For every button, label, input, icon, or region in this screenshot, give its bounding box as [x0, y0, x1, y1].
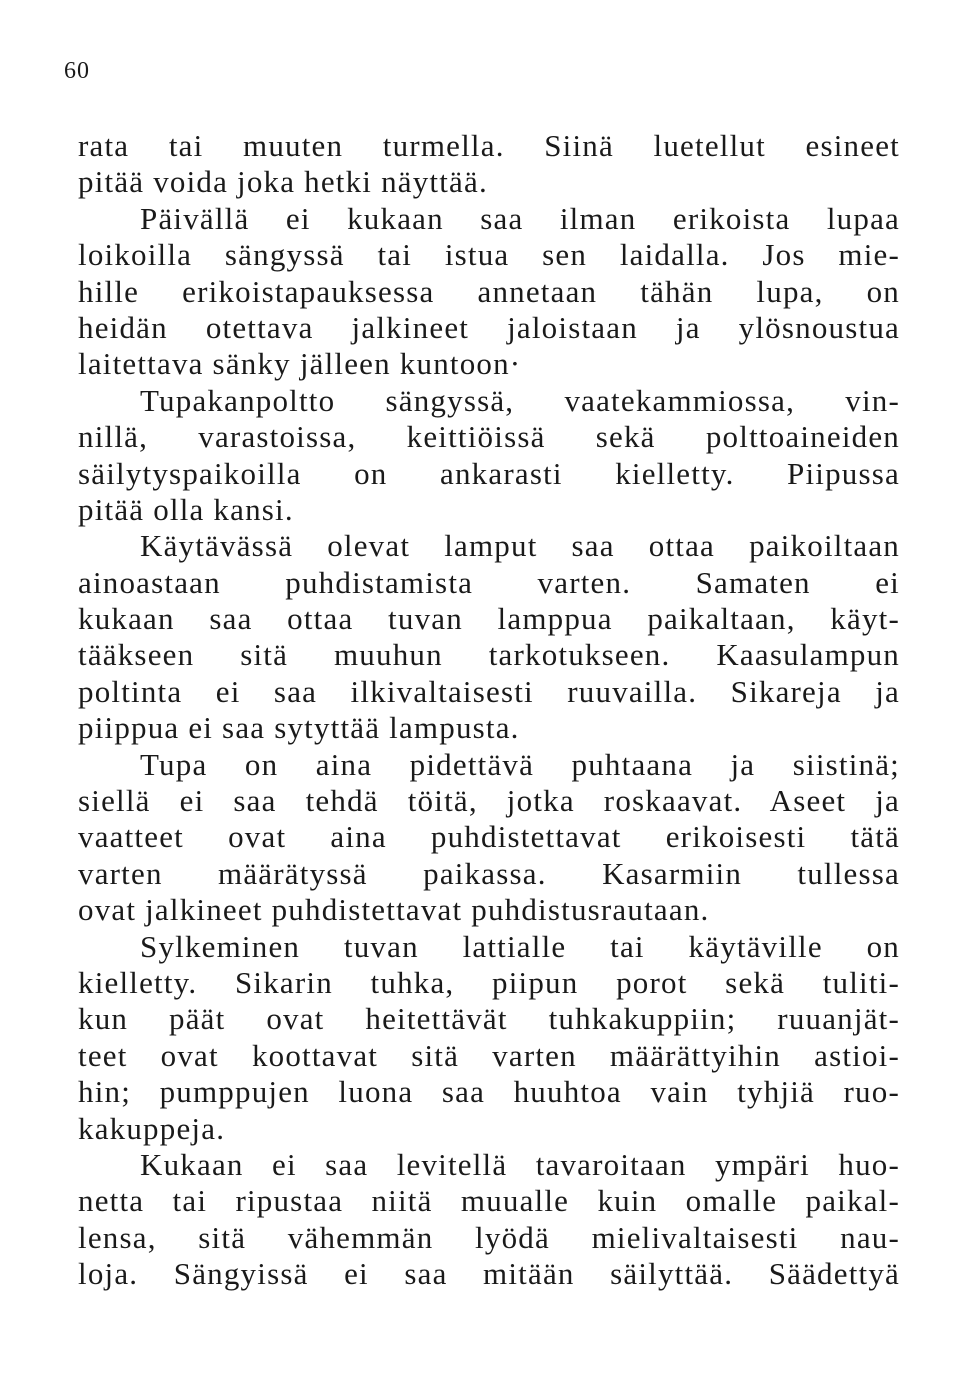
text-line: piippua ei saa sytyttää lampusta.	[78, 710, 520, 746]
body-text	[78, 128, 900, 1293]
text-line: rata tai muuten turmella. Siinä luetellut esineet	[78, 128, 900, 163]
text-line: ainoastaan puhdistamista varten. Samaten ei	[78, 564, 900, 600]
text-line: siellä ei saa tehdä töitä, jotka roskaavat. Aseet ja	[78, 783, 900, 819]
text-line: kakuppeja.	[78, 1110, 226, 1146]
text-line: pitää olla kansi.	[78, 491, 294, 527]
text-line: hin; pumppujen luona saa huuhtoa vain tyhjiä ruo-	[78, 1074, 900, 1110]
text-line: ovat jalkineet puhdistettavat puhdistusrautaan.	[78, 892, 710, 928]
text-line: kukaan saa ottaa tuvan lamppua paikaltaan, käyt-	[78, 601, 900, 637]
text-line: Kukaan ei saa levitellä tavaroitaan ympäri huo-	[140, 1146, 900, 1182]
page-number: 60	[64, 58, 90, 84]
text-line: heidän otettava jalkineet jaloistaan ja ylösnoustua	[78, 309, 900, 345]
text-line: Tupakanpoltto sängyssä, vaatekammiossa, vin-	[140, 382, 900, 418]
text-line: teet ovat koottavat sitä varten määrättyihin astioi-	[78, 1037, 900, 1073]
text-line: laitettava sänky jälleen kuntoon·	[78, 346, 522, 382]
text-line: vaatteet ovat aina puhdistettavat erikoisesti tätä	[78, 819, 900, 855]
text-line: varten määrätyssä paikassa. Kasarmiin tullessa	[78, 855, 900, 891]
text-line: Tupa on aina pidettävä puhtaana ja siistinä;	[140, 746, 900, 782]
text-line: kun päät ovat heitettävät tuhkakuppiin; ruuanjät-	[78, 1001, 900, 1037]
text-line: Sylkeminen tuvan lattialle tai käytäville on	[140, 928, 900, 964]
text-line: kielletty. Sikarin tuhka, piipun porot sekä tuliti-	[78, 964, 900, 1000]
text-line: netta tai ripustaa niitä muualle kuin omalle paikal-	[78, 1183, 900, 1219]
text-line: säilytyspaikoilla on ankarasti kielletty. Piipussa	[78, 455, 900, 491]
text-line: poltinta ei saa ilkivaltaisesti ruuvailla. Sikareja ja	[78, 673, 900, 709]
text-line: loja. Sängyissä ei saa mitään säilyttää. Säädettyä	[78, 1256, 900, 1292]
text-line: pitää voida joka hetki näyttää.	[78, 164, 488, 200]
text-line: loikoilla sängyssä tai istua sen laidalla. Jos mie-	[78, 237, 900, 273]
text-line: Käytävässä olevat lamput saa ottaa paikoiltaan	[140, 528, 900, 564]
text-line: lensa, sitä vähemmän lyödä mielivaltaisesti nau-	[78, 1219, 900, 1255]
text-line: nillä, varastoissa, keittiöissä sekä polttoaineiden	[78, 419, 900, 455]
text-line: tääkseen sitä muuhun tarkotukseen. Kaasulampun	[78, 637, 900, 673]
text-line: hille erikoistapauksessa annetaan tähän lupa, on	[78, 273, 900, 309]
text-line: Päivällä ei kukaan saa ilman erikoista lupaa	[140, 200, 900, 236]
